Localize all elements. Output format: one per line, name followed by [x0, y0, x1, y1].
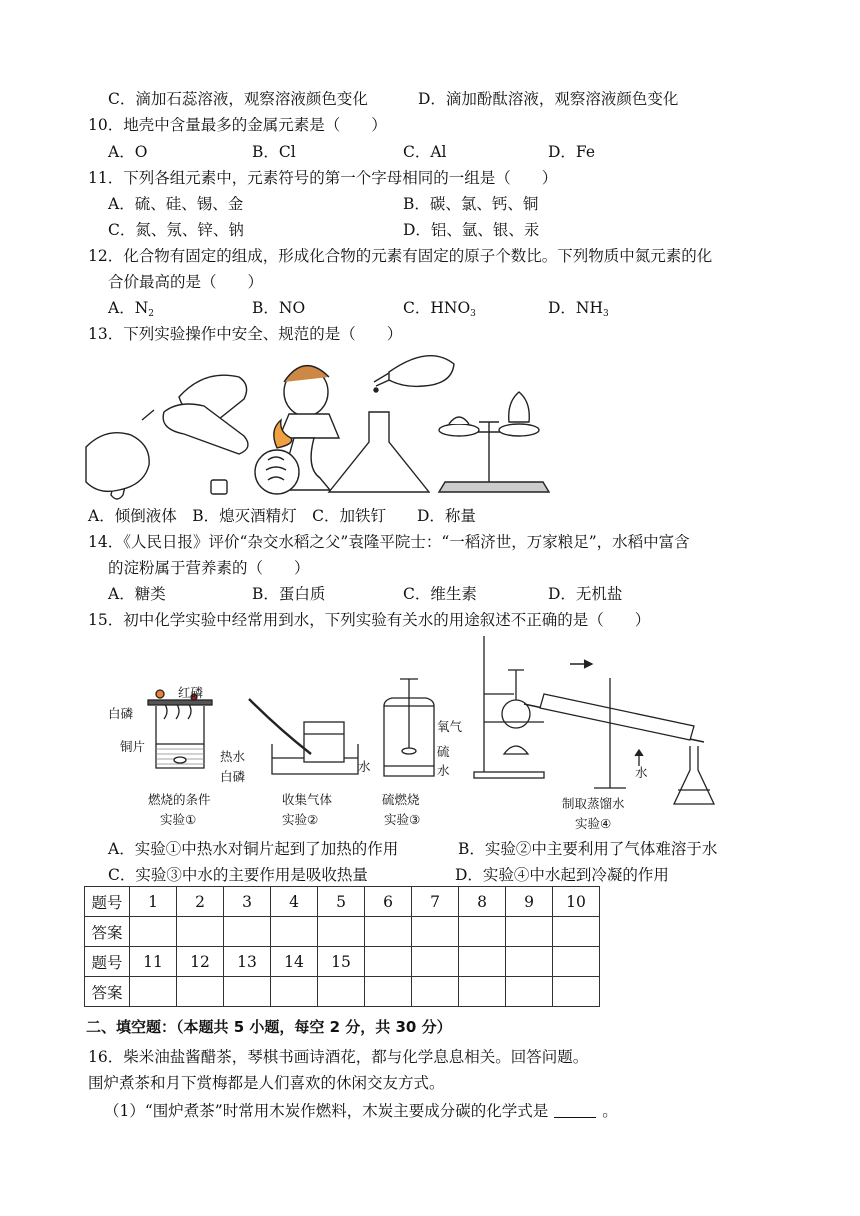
table-cell: 12 — [177, 947, 224, 977]
answer-cell[interactable] — [318, 977, 365, 1007]
table-cell — [459, 947, 506, 977]
table-cell — [506, 947, 553, 977]
label-water-4: 水 — [635, 765, 648, 780]
answer-cell — [506, 977, 553, 1007]
q14-option-d: D．无机盐 — [548, 585, 623, 603]
answer-cell — [365, 977, 412, 1007]
table-cell: 7 — [412, 887, 459, 917]
label-water-3: 水 — [437, 763, 450, 778]
table-cell: 9 — [506, 887, 553, 917]
q12-stem-line1: 12．化合物有固定的组成，形成化合物的元素有固定的原子个数比。下列物质中氮元素的化 — [88, 247, 713, 265]
experiment-3-apparatus — [384, 679, 434, 776]
q15-option-b: B．实验②中主要利用了气体难溶于水 — [458, 840, 718, 858]
q14-option-c: C．维生素 — [403, 585, 477, 603]
answer-cell[interactable] — [177, 977, 224, 1007]
answer-row — [85, 917, 600, 947]
answer-cell[interactable] — [553, 917, 600, 947]
caption-3-line1: 硫燃烧 — [382, 792, 420, 807]
q15-figure — [104, 634, 724, 834]
label-water-2: 水 — [358, 759, 371, 774]
q15-option-a: A．实验①中热水对铜片起到了加热的作用 — [108, 840, 399, 858]
label-copper-sheet: 铜片 — [120, 739, 146, 754]
row-label: 题号 — [85, 947, 130, 977]
row-label: 题号 — [85, 887, 130, 917]
q16-line2: 围炉煮茶和月下赏梅都是人们喜欢的休闲交友方式。 — [88, 1074, 445, 1092]
section-2-title: 二、填空题：（本题共 5 小题，每空 2 分，共 30 分） — [86, 1018, 452, 1036]
caption-1-line2: 实验① — [160, 812, 197, 827]
table-cell: 6 — [365, 887, 412, 917]
answer-cell[interactable] — [459, 917, 506, 947]
question-number-row — [85, 887, 600, 917]
answer-cell — [412, 977, 459, 1007]
caption-2-line2: 实验② — [282, 812, 319, 827]
table-cell: 13 — [224, 947, 271, 977]
table-cell: 5 — [318, 887, 365, 917]
answer-cell[interactable] — [177, 917, 224, 947]
label-sulfur: 硫 — [437, 744, 450, 759]
answer-table — [84, 886, 600, 1007]
table-cell: 1 — [130, 887, 177, 917]
caption-4-line1: 制取蒸馏水 — [562, 796, 625, 811]
answer-cell[interactable] — [412, 917, 459, 947]
table-cell: 14 — [271, 947, 318, 977]
answer-cell[interactable] — [506, 917, 553, 947]
flask-tweezers-illustration — [329, 356, 454, 492]
q16-stem: 16．柴米油盐酱醋茶，琴棋书画诗酒花，都与化学息息相关。回答问题。 — [88, 1048, 589, 1066]
q11-stem: 11．下列各组元素中，元素符号的第一个字母相同的一组是（ ） — [88, 169, 558, 187]
q10-option-a: A．O — [108, 143, 148, 161]
answer-cell[interactable] — [130, 917, 177, 947]
table-cell — [553, 947, 600, 977]
q12-option-d: D．$NH_3$ — [548, 299, 609, 319]
label-hot-water: 热水 — [220, 749, 246, 764]
table-cell: 11 — [130, 947, 177, 977]
table-cell: 4 — [271, 887, 318, 917]
q14-stem-line2: 的淀粉属于营养素的（ ） — [108, 559, 310, 577]
q13-stem: 13．下列实验操作中安全、规范的是（ ） — [88, 325, 403, 343]
q12-option-a: A．$N_2$ — [108, 299, 154, 319]
label-oxygen: 氧气 — [437, 719, 463, 734]
q10-option-b: B．Cl — [252, 143, 296, 161]
question-number-row — [85, 947, 600, 977]
label-red-phosphorus: 红磷 — [178, 685, 204, 700]
answer-cell[interactable] — [365, 917, 412, 947]
label-white-phosphorus: 白磷 — [108, 706, 134, 721]
table-cell: 10 — [553, 887, 600, 917]
q10-stem: 10．地壳中含量最多的金属元素是（ ） — [88, 116, 387, 134]
row-label: 答案 — [85, 977, 130, 1007]
experiment-2-apparatus — [249, 699, 358, 774]
q13-figure — [84, 352, 554, 502]
caption-4-line2: 实验④ — [575, 816, 612, 831]
table-cell: 2 — [177, 887, 224, 917]
experiment-1-apparatus — [148, 690, 212, 768]
q15-option-c: C．实验③中水的主要作用是吸收热量 — [108, 866, 368, 884]
table-cell: 3 — [224, 887, 271, 917]
caption-2-line1: 收集气体 — [282, 792, 333, 807]
answer-cell — [459, 977, 506, 1007]
answer-cell[interactable] — [130, 977, 177, 1007]
q13-options: A．倾倒液体 B．熄灭酒精灯 C．加铁钉 D．称量 — [88, 507, 476, 525]
q15-option-d: D．实验④中水起到冷凝的作用 — [455, 866, 669, 884]
balance-illustration — [439, 392, 549, 492]
q10-option-c: C．Al — [403, 143, 447, 161]
q14-stem-line1: 14．《人民日报》评价“杂交水稻之父”袁隆平院士：“一稻济世，万家粮足”，水稻中富含 — [88, 533, 690, 551]
experiment-4-distillation-apparatus — [474, 636, 714, 804]
q14-option-b: B．蛋白质 — [252, 585, 326, 603]
row-label: 答案 — [85, 917, 130, 947]
answer-cell[interactable] — [224, 977, 271, 1007]
caption-1-line1: 燃烧的条件 — [148, 792, 211, 807]
q10-option-d: D．Fe — [548, 143, 596, 161]
q11-option-a: A．硫、硅、锡、金 — [108, 195, 244, 213]
q11-option-b: B．碳、氯、钙、铜 — [403, 195, 539, 213]
caption-3-line2: 实验③ — [384, 812, 421, 827]
answer-cell[interactable] — [271, 977, 318, 1007]
q16-sub1: （1）“围炉煮茶”时常用木炭作燃料，木炭主要成分碳的化学式是 。 — [104, 1102, 618, 1120]
q9-option-d: D．滴加酚酞溶液，观察溶液颜色变化 — [418, 90, 679, 108]
q12-option-b: B．NO — [252, 299, 306, 317]
answer-cell[interactable] — [224, 917, 271, 947]
q15-stem: 15．初中化学实验中经常用到水，下列实验有关水的用途叙述不正确的是（ ） — [88, 611, 651, 629]
q12-option-c: C．$HNO_3$ — [403, 299, 476, 319]
q12-stem-line2: 合价最高的是（ ） — [108, 273, 264, 291]
q11-option-d: D．铝、氩、银、汞 — [403, 221, 540, 239]
answer-cell — [553, 977, 600, 1007]
answer-cell[interactable] — [271, 917, 318, 947]
answer-blank[interactable] — [554, 1103, 596, 1118]
answer-row — [85, 977, 600, 1007]
table-cell — [365, 947, 412, 977]
label-white-phosphorus-2: 白磷 — [220, 769, 246, 784]
table-cell: 8 — [459, 887, 506, 917]
table-cell: 15 — [318, 947, 365, 977]
table-cell — [412, 947, 459, 977]
q11-option-c: C．氮、氖、锌、钠 — [108, 221, 244, 239]
answer-cell[interactable] — [318, 917, 365, 947]
q14-option-a: A．糖类 — [108, 585, 166, 603]
q9-option-c: C．滴加石蕊溶液，观察溶液颜色变化 — [108, 90, 368, 108]
